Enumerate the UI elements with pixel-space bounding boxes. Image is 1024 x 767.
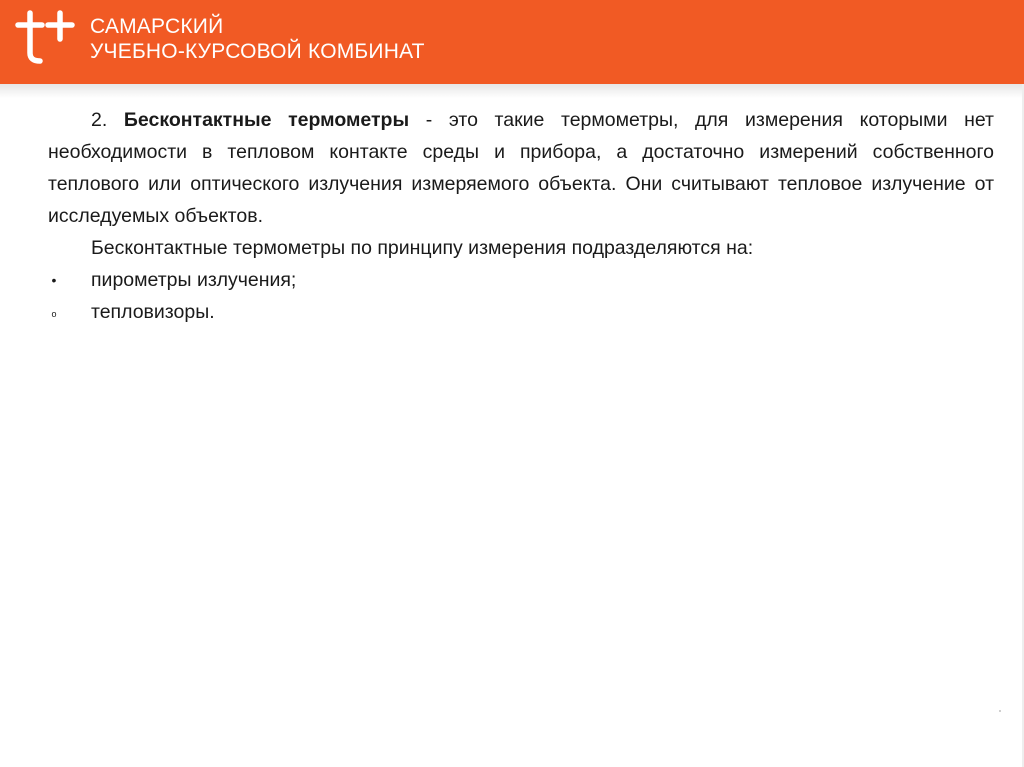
paragraph-classification: Бесконтактные термометры по принципу измерения подразделяются на:	[91, 237, 754, 259]
paragraph-definition	[48, 104, 994, 232]
bullet-circle-icon: o	[51, 309, 57, 319]
thermometer-types-list	[48, 264, 994, 328]
paragraph-number: 2.	[91, 109, 124, 131]
brand-line-2: УЧЕБНО-КУРСОВОЙ КОМБИНАТ	[90, 40, 425, 63]
brand-line-1: САМАРСКИЙ	[90, 15, 224, 38]
list-item	[48, 296, 994, 328]
brand-name	[90, 14, 425, 64]
term-bold: Бесконтактные термометры	[123, 109, 410, 131]
header-bar	[0, 0, 1024, 84]
header-shadow	[0, 84, 1024, 98]
list-item	[48, 264, 994, 296]
list-item-text: пирометры излучения;	[91, 269, 297, 291]
tt-plus-logo-icon	[14, 9, 78, 67]
slide-mark	[999, 710, 1001, 712]
bullet-dot-icon: •	[51, 272, 57, 288]
slide-content	[48, 104, 994, 328]
definition-text: - это такие термометры, для измерения которыми нет необходимости в тепловом контакте среды и прибора, а достаточно измерений собственного теплового или оптического излучения измеряемого объекта. Они считывают тепловое излучение от исследуемых объектов.	[48, 109, 994, 227]
list-item-text: тепловизоры.	[91, 301, 215, 323]
